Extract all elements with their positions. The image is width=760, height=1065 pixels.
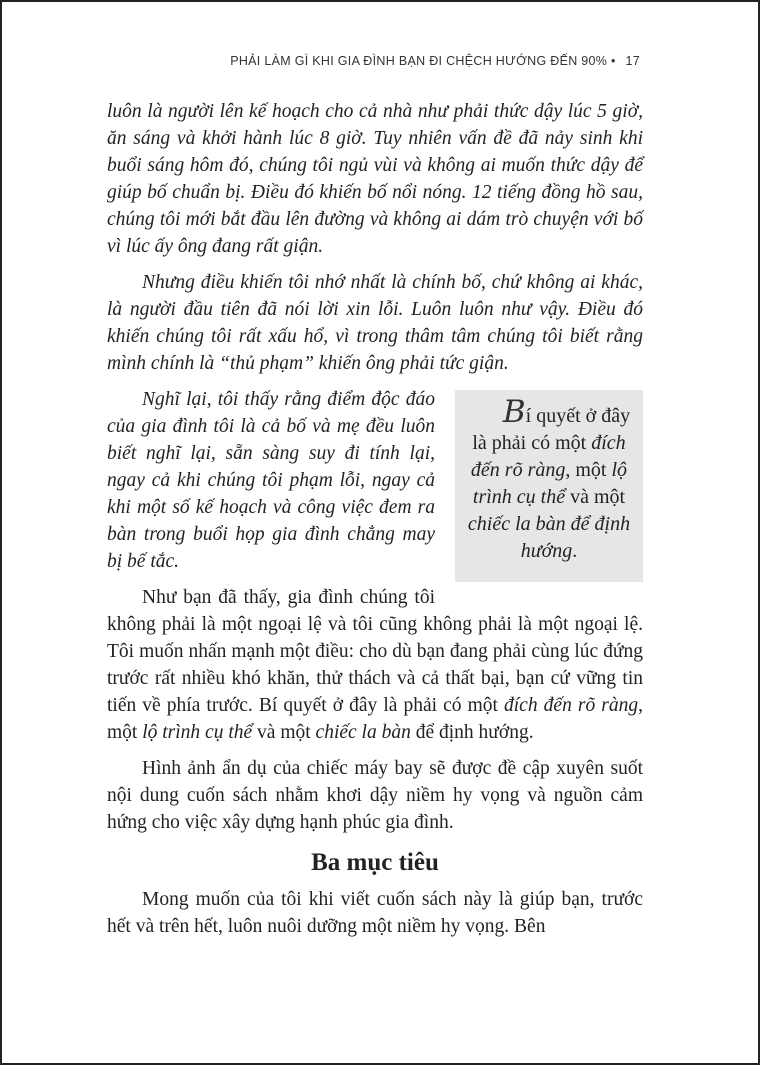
pull-quote-text-b: , một: [565, 459, 612, 481]
pull-quote-emph-3: chiếc la bàn để định hướng: [467, 513, 631, 562]
paragraph-6: Mong muốn của tôi khi viết cuốn sách này là giúp bạn, trước hết và trên hết, luôn nuôi dưỡng một niềm hy vọng. Bên: [107, 889, 643, 937]
paragraph-4-text-a: Như bạn đã thấy, gia đình chúng tôi không phải là một ngoại lệ và tôi cũng không phải là một ngoại lệ. Tôi muốn nhấn mạnh một điều: cho dù bạn đang phải cùng lúc đứng trước rất nhiều khó khăn, thử thách và cả thất bại, bạn cứ vững tin tiến về phía trước. Bí quyết ở đây là phải có một: [107, 587, 643, 716]
running-header: [230, 54, 640, 68]
section-title: Ba mục tiêu: [311, 849, 439, 876]
paragraph-1: luôn là người lên kế hoạch cho cả nhà như phải thức dậy lúc 5 giờ, ăn sáng và khởi hành lúc 8 giờ. Tuy nhiên vấn đề đã nảy sinh khi buổi sáng hôm đó, chúng tôi ngủ vùi và không ai muốn thức dậy để giúp bố chuẩn bị. Điều đó khiến bố nổi nóng. 12 tiếng đồng hồ sau, chúng tôi mới bắt đầu lên đường và không ai dám trò chuyện với bố vì lúc ấy ông đang rất giận.: [107, 101, 643, 257]
pull-quote-text-c: và một: [565, 486, 626, 508]
page-number: 17: [625, 54, 640, 68]
paragraph-3: [107, 386, 643, 575]
paragraph-4-text-d: để định hướng.: [410, 722, 534, 743]
running-title: PHẢI LÀM GÌ KHI GIA ĐÌNH BẠN ĐI CHỆCH HƯỚNG ĐẾN 90%: [230, 54, 608, 68]
paragraph-3-text: Nghĩ lại, tôi thấy rằng điểm độc đáo của gia đình tôi là cả bố và mẹ đều luôn biết nghĩ lại, sẵn sàng suy đi tính lại, ngay cả khi chúng tôi phạm lỗi, ngay cả khi một số kế hoạch và công việc đem ra bàn trong buổi họp gia đình chẳng may bị bế tắc.: [107, 389, 435, 572]
paragraph-4-text-b: , một: [107, 695, 644, 743]
paragraph-4-emph-1: đích đến rõ ràng: [504, 695, 639, 716]
pull-quote-emph-2: lộ trình cụ thể: [472, 459, 628, 508]
body-text: [107, 98, 643, 949]
pull-quote-text-d: .: [572, 540, 578, 562]
paragraph-4-emph-2: lộ trình cụ thể: [142, 722, 253, 743]
pull-quote: [455, 390, 643, 582]
paragraph-2: Nhưng điều khiến tôi nhớ nhất là chính bố, chứ không ai khác, là người đầu tiên đã nói lời xin lỗi. Luôn luôn như vậy. Điều đó khiến chúng tôi rất xấu hổ, vì trong thâm tâm chúng tôi biết rằng mình chính là “thủ phạm” khiến ông phải tức giận.: [107, 272, 643, 374]
pull-quote-text-a: í quyết ở đây là phải có một: [472, 405, 631, 454]
paragraph-4-text-c: và một: [252, 722, 316, 743]
paragraph-5: Hình ảnh ẩn dụ của chiếc máy bay sẽ được đề cập xuyên suốt nội dung cuốn sách nhằm khơi dậy niềm hy vọng và nguồn cảm hứng cho việc xây dựng hạnh phúc gia đình.: [107, 758, 643, 833]
paragraph-4: [107, 584, 643, 746]
pull-quote-emph-1: đích đến rõ ràng: [470, 432, 626, 481]
header-separator: •: [611, 54, 616, 68]
paragraph-4-emph-3: chiếc la bàn: [315, 722, 411, 743]
drop-cap: B: [502, 394, 526, 430]
